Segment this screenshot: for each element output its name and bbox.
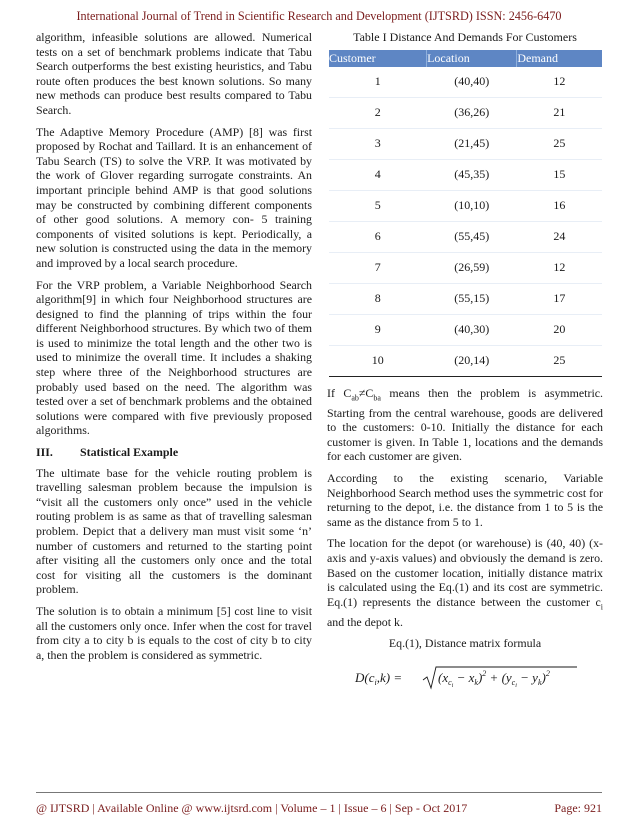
cell-customer: 9 <box>329 314 427 345</box>
right-column <box>327 30 603 696</box>
paragraph: According to the existing scenario, Variable Neighborhood Search method uses the symmetric cost for returning to the depot, i.e. the distance from 1 to 5 is the same as the distance from 5 to 1. <box>327 470 603 529</box>
subscript: ab <box>351 392 359 402</box>
table-caption: Table I Distance And Demands For Customers <box>353 30 577 44</box>
paragraph: The ultimate base for the vehicle routing problem is travelling salesman problem because the impulsion is “visit all the customers only once” used in the vehicle routing problem is as same as that of travelling salesman problem. Depict that a delivery man must visit some ‘n’ number of customers and returned to the starting point after visiting all the customers only once and the total cost for visiting all the customers is the dominant problem. <box>36 465 312 597</box>
header-demand: Demand <box>517 50 602 67</box>
cell-demand: 25 <box>553 353 566 368</box>
svg-text:(xci − xk)2 + (yci − yk)2: $(x_ci - x_k)^2 + (y_ci - y_k)^2$ <box>438 668 550 689</box>
cell-customer: 4 <box>329 159 427 190</box>
table-container <box>329 50 602 377</box>
cell-customer: 10 <box>371 353 384 368</box>
cell-demand: 17 <box>517 283 602 314</box>
table-row <box>329 159 602 190</box>
cell-demand: 21 <box>517 97 602 128</box>
footer-info: @ IJTSRD | Available Online @ www.ijtsrd.com | Volume – 1 | Issue – 6 | Sep - Oct 2017 <box>36 801 468 815</box>
cell-demand: 15 <box>517 159 602 190</box>
paragraph: The solution is to obtain a minimum [5] cost line to visit all the customers only once. Infer when the cost for travel from city a to city b is equals to the cost of city b to city a, then the problem is considered as symmetric. <box>36 603 312 662</box>
table-row <box>329 128 602 159</box>
header-customer: Customer <box>329 50 427 67</box>
paragraph: The Adaptive Memory Procedure (AMP) [8] was first proposed by Rochat and Taillard. It is an enhancement of Tabu Search (TS) to solve the VRP. It was motivated by the work of Glover regarding surrogate constraints. An important principle behind AMP is that good solutions may be constructed by combining different components of other good solutions. A memory con- 5 training components of visited solutions is kept. Periodically, a new solution is constructed using the data in the memory and improved by a local search procedure. <box>36 124 312 270</box>
text-run: If C <box>327 385 352 400</box>
cell-customer: 7 <box>329 252 427 283</box>
table-row <box>329 345 602 376</box>
cell-location: (55,15) <box>427 283 517 314</box>
text-run: and the depot k. <box>327 614 403 629</box>
cell-customer: 6 <box>329 221 427 252</box>
left-column <box>36 30 312 669</box>
cell-location: (40,40) <box>427 67 517 98</box>
cell-location: (55,45) <box>427 221 517 252</box>
paragraph: For the VRP problem, a Variable Neighborhood Search algorithm[9] in which four Neighborhood structures are designed to find the planning of trips within the four different Neighborhood structures. By which two of them is used to minimize the total length and the other two is used to minimize the overall time. It includes a shaking step where three of the Neighborhood structures are probably used based on the need. The algorithm was tested over a set of benchmark problems and the obtained solutions were compared with five previously proposed algorithms. <box>36 277 312 438</box>
text-run: The location for the depot (or warehouse) is (40, 40) (x-axis and y-axis values) and obviously the demand is zero. Based on the customer location, initially distance matrix is calculated using the Eq.(1) and its cost are symmetric. Eq.(1) represents the distance between the customer c <box>327 536 603 609</box>
section-title: Statistical Example <box>80 445 179 460</box>
table-row <box>329 190 602 221</box>
table-row <box>329 252 602 283</box>
table-row <box>329 221 602 252</box>
cell-demand: 24 <box>517 221 602 252</box>
cell-demand: 12 <box>517 252 602 283</box>
cell-demand: 25 <box>517 128 602 159</box>
page-number: Page: 921 <box>554 801 602 815</box>
distance-formula <box>327 663 603 697</box>
subscript: i <box>600 602 603 612</box>
journal-header: International Journal of Trend in Scientific Research and Development (IJTSRD) ISSN: 2456-6470 <box>76 9 562 23</box>
cell-customer: 5 <box>329 190 427 221</box>
table-row <box>329 283 602 314</box>
paragraph <box>327 386 603 464</box>
cell-location: (10,10) <box>427 190 517 221</box>
table-header-row <box>329 50 602 67</box>
cell-customer: 3 <box>329 128 427 159</box>
cell-location: (26,59) <box>427 252 517 283</box>
cell-location: (20,14) <box>454 353 490 368</box>
page-footer <box>36 801 602 816</box>
text-run: ≠C <box>358 385 374 400</box>
equation-caption: Eq.(1), Distance matrix formula <box>388 636 542 651</box>
table-row <box>329 314 602 345</box>
cell-location: (21,45) <box>427 128 517 159</box>
text-run: means then the problem is asymmetric. Starting from the central warehouse, goods are delivered to the customers: 0-10. Initially the distance for each customer is given. In Table 1, locations and the demands for each customer are given. <box>327 385 603 464</box>
cell-demand: 20 <box>517 314 602 345</box>
svg-text:D(ci,k) =: $D(c_i,k)$ = <box>355 669 403 687</box>
cell-demand: 16 <box>517 190 602 221</box>
paragraph <box>327 536 603 629</box>
table-row <box>329 67 602 98</box>
formula-graphic <box>335 663 595 693</box>
subscript: ba <box>373 392 381 402</box>
cell-customer: 2 <box>329 97 427 128</box>
cell-demand: 12 <box>517 67 602 98</box>
cell-location: (40,30) <box>427 314 517 345</box>
section-heading <box>36 445 312 460</box>
cell-location: (36,26) <box>427 97 517 128</box>
cell-customer: 1 <box>329 67 427 98</box>
cell-location: (45,35) <box>427 159 517 190</box>
paragraph: algorithm, infeasible solutions are allowed. Numerical tests on a set of benchmark problems indicate that Tabu Search outperforms the best existing heuristics, and Tabu route often produces the best known solutions. So many new methods can produce best results compared to Tabu Search. <box>36 30 312 117</box>
footer-divider <box>36 792 602 793</box>
header-location: Location <box>427 50 517 67</box>
section-number: III. <box>36 445 53 460</box>
cell-customer: 8 <box>329 283 427 314</box>
table-row <box>329 97 602 128</box>
customer-table <box>329 50 602 376</box>
